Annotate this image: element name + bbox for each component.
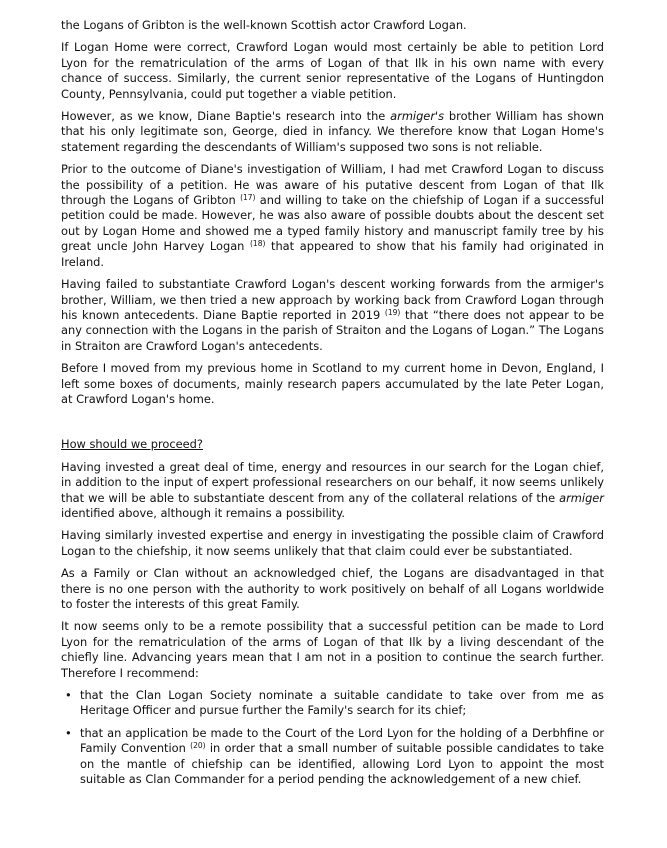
list-item [61,688,604,719]
text-run: that an application be made to the Court of the Lord Lyon for the holding of a Derbhfine or Family Convention [80,725,604,756]
text-run: that appeared to show that his family had originated in Ireland. [61,239,604,269]
document-page [61,18,604,794]
paragraph-logan-home-correct: If Logan Home were correct, Crawford Logan would most certainly be able to petition Lord Lyon for the rematriculation of the arms of Logan of that Ilk in his own name with every chance of success. Similarly, the current senior representative of the Logans of Huntingdon County, Pennsylvania, could put together a viable petition. [61,40,604,101]
text-run: brother William has shown that his only legitimate son, George, died in infancy. We therefore know that Logan Home's statement regarding the descendants of William's supposed two sons is not reliable. [61,109,605,154]
paragraph-failed-substantiate [61,277,604,354]
text-run: Prior to the outcome of Diane's investigation of William, I had met Crawford Logan to discuss the possibility of a petition. He was aware of his putative descent from Logan of that Ilk through the Logans of Gribton [61,162,604,208]
paragraph-prior-outcome [61,162,604,270]
paragraph-without-chief: As a Family or Clan without an acknowledged chief, the Logans are disadvantaged in that there is no one person with the authority to work positively on behalf of all Logans worldwide to foster the interests of this great Family. [61,566,604,611]
recommendation-list [61,688,604,787]
text-run: in order that a small number of suitable possible candidates to take on the mantle of chiefship can be identified, allowing Lord Lyon to appoint the most suitable as Clan Commander for a period pending the acknowledgement of a new chief. [80,741,604,787]
section-heading: How should we proceed? [61,437,203,452]
list-item [61,726,604,788]
text-run: and willing to take on the chiefship of Logan if a successful petition could be made. However, he was also aware of possible doubts about the descent set out by Logan Home and showed me a typed family history and manuscript family tree by his great uncle John Harvey Logan [61,193,604,254]
text-run: However, as we know, Diane Baptie's research into the [61,109,391,124]
paragraph-remote-possibility: It now seems only to be a remote possibility that a successful petition can be made to Lord Lyon for the rematriculation of the arms of Logan of that Ilk by a living descendant of the chiefly line. Advancing years mean that I am not in a position to continue the search further. Therefore I recommend: [61,619,604,680]
paragraph-gribton-actor: the Logans of Gribton is the well-known Scottish actor Crawford Logan. [61,18,467,32]
paragraph-baptie-research [61,109,604,155]
italic-armiger: armiger's [390,109,445,124]
footnote-ref-18: (18) [250,239,266,249]
bullet-icon: • [65,688,72,703]
recommendation-text: that the Clan Logan Society nominate a suitable candidate to take over from me as Heritage Officer and pursue further the Family's search for its chief; [80,688,604,718]
text-run: identified above, although it remains a possibility. [61,505,346,520]
footnote-ref-20: (20) [190,741,206,751]
paragraph-similarly-invested: Having similarly invested expertise and energy in investigating the possible claim of Crawford Logan to the chiefship, it now seems unlikely that that claim could ever be substantiated. [61,528,604,558]
text-run: Having failed to substantiate Crawford Logan's descent working forwards from the armiger's brother, William, we then tried a new approach by working back from Crawford Logan through his known antecedents. Diane Baptie reported in 2019 [61,277,604,322]
paragraph-invested-time [61,460,604,522]
footnote-ref-17: (17) [240,193,256,203]
footnote-ref-19: (19) [384,307,401,317]
italic-armiger: armiger [559,490,604,505]
paragraph-moved-home: Before I moved from my previous home in Scotland to my current home in Devon, England, I left some boxes of documents, mainly research papers accumulated by the late Peter Logan, at Crawford Logan's home. [61,361,604,406]
bullet-icon: • [65,725,72,740]
spacer [61,414,604,437]
text-run: that “there does not appear to be any connection with the Logans in the parish of Straiton and the Logans of Logan.” The Logans in Straiton are Crawford Logan's antecedents. [61,307,605,353]
text-run: Having invested a great deal of time, energy and resources in our search for the Logan chief, in addition to the input of expert professional researchers on our behalf, it now seems unlikely that we will be able to substantiate descent from any of the collateral relations of the [61,459,604,505]
